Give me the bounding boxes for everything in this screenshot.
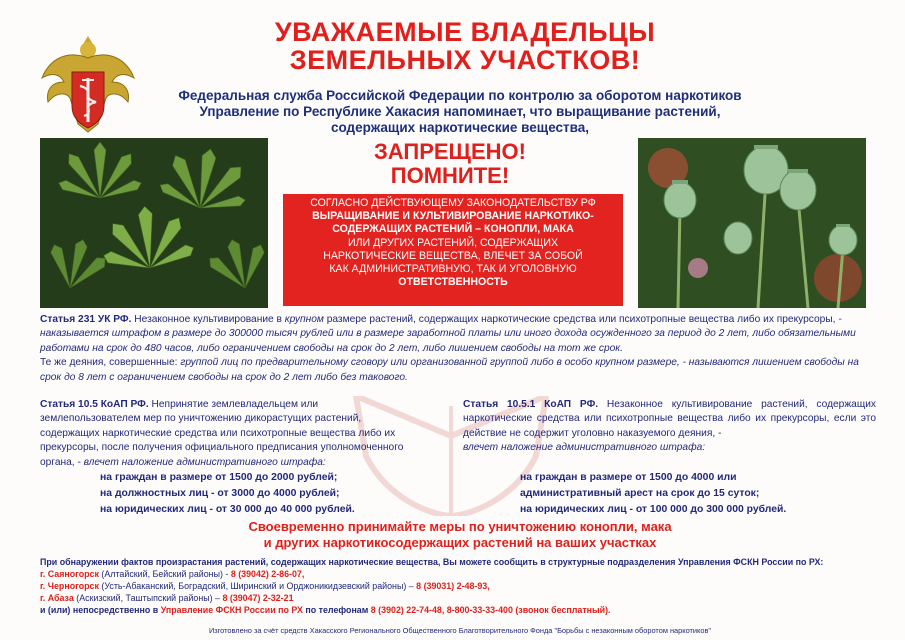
fine-officials: на должностных лиц - от 3000 до 4000 рублей; bbox=[100, 488, 340, 499]
article-231-aggravated: группой лиц по предварительному сговору или организованной группой либо в особо крупном размере, - называются лишением свободы на срок до 8 лет с ограничением свободы на срок до 2 лет либо без такового. bbox=[40, 357, 859, 383]
contacts bbox=[40, 556, 880, 616]
contacts-intro: При обнаружении фактов произрастания растений, содержащих наркотические вещества, Вы можете сообщить в структурные подразделения Управления ФСКН России по РХ: bbox=[40, 557, 824, 567]
call-line-2: и других наркотикосодержащих растений на ваших участках bbox=[263, 535, 657, 550]
area-sayanogorsk: (Алтайский, Бейский районы) - bbox=[98, 569, 231, 580]
title-line-1: УВАЖАЕМЫЕ ВЛАДЕЛЬЦЫ bbox=[274, 17, 656, 47]
article-10-5-title: Статья 10.5 КоАП РФ. bbox=[40, 399, 149, 410]
arrest-term: административный арест на срок до 15 суток; bbox=[520, 488, 760, 499]
direct-phones: 8 (3902) 22-74-48, 8-800-33-33-400 (звонок бесплатный). bbox=[370, 605, 611, 616]
redbox-line-2: ВЫРАЩИВАНИЕ И КУЛЬТИВИРОВАНИЕ НАРКОТИКО- bbox=[312, 210, 594, 223]
subtitle bbox=[130, 88, 790, 136]
article-231-text-1-italic: крупном bbox=[284, 314, 324, 325]
article-231-text-2: размере растений, содержащих наркотические средства или психотропные вещества либо их прекурсоры, bbox=[323, 314, 839, 325]
legal-warning-box bbox=[283, 194, 623, 306]
contact-direct bbox=[40, 604, 880, 616]
article-231-text-1: Незаконное культивирование в bbox=[131, 314, 285, 325]
main-title bbox=[150, 18, 780, 74]
article-10-5-text: Непринятие землевладельцем или землепользователем мер по уничтожению дикорастущих растений, содержащих наркотические средства или психотропные вещества либо их прекурсоры, после получения официального предписания уполномоченного органа, - bbox=[40, 399, 404, 468]
article-10-5-1 bbox=[463, 398, 876, 456]
redbox-line-3: СОДЕРЖАЩИХ РАСТЕНИЙ – КОНОПЛИ, МАКА bbox=[332, 223, 574, 236]
article-10-5-1-penalty: влечет наложение административного штрафа: bbox=[463, 442, 706, 454]
cannabis-photo bbox=[40, 138, 268, 308]
poppy-photo bbox=[638, 138, 866, 308]
article-10-5-fines bbox=[100, 470, 355, 518]
contact-chernogorsk bbox=[40, 580, 880, 592]
contact-sayanogorsk bbox=[40, 568, 880, 580]
article-10-5-1-fines bbox=[520, 470, 786, 518]
article-10-5-1-title: Статья 10.5.1 КоАП РФ. bbox=[463, 399, 599, 410]
fine-citizens-2: на граждан в размере от 1500 до 4000 или bbox=[520, 472, 737, 483]
article-231 bbox=[40, 313, 876, 385]
direct-prefix: и (или) непосредственно в bbox=[40, 605, 161, 616]
area-abaza: (Аскизский, Таштыпский районы) – bbox=[73, 593, 223, 604]
contact-abaza bbox=[40, 592, 880, 604]
fine-legal-entities-2: на юридических лиц - от 100 000 до 300 000 рублей. bbox=[520, 504, 787, 515]
redbox-line-4: ИЛИ ДРУГИХ РАСТЕНИЙ, СОДЕРЖАЩИХ bbox=[347, 236, 559, 249]
direct-mid: по телефонам bbox=[302, 605, 371, 616]
article-231-penalty: - наказывается штрафом в размере до 300000 тысяч рублей или в размере заработной платы или иного дохода осужденного за период до 2 лет, либо обязательными работами на срок до 480 часов, либо ограничением свободы на срок до 2 лет, либо лишением свободы на тот же срок. bbox=[40, 314, 856, 354]
phone-sayanogorsk: 8 (39042) 2-86-07, bbox=[230, 569, 305, 580]
fine-citizens: на граждан в размере от 1500 до 2000 рублей; bbox=[100, 472, 338, 483]
footer-credit: Изготовлено за счёт средств Хакасского Регионального Общественного Благотворительного Фонда "Борьбы с незаконным оборотом наркотиков" bbox=[208, 626, 712, 635]
article-231-text-4: Те же деяния, совершенные: bbox=[40, 357, 181, 369]
subtitle-line-1: Федеральная служба Российской Федерации по контролю за оборотом наркотиков bbox=[178, 88, 742, 103]
fine-legal-entities: на юридических лиц - от 30 000 до 40 000 рублей. bbox=[100, 504, 355, 515]
warning-text bbox=[290, 140, 610, 188]
redbox-line-7: ОТВЕТСТВЕННОСТЬ bbox=[398, 276, 508, 289]
article-10-5 bbox=[40, 398, 406, 470]
redbox-line-1: СОГЛАСНО ДЕЙСТВУЮЩЕМУ ЗАКОНОДАТЕЛЬСТВУ РФ bbox=[310, 197, 596, 209]
phone-chernogorsk: 8 (39031) 2-48-93, bbox=[416, 581, 490, 592]
redbox-line-6: КАК АДМИНИСТРАТИВНУЮ, ТАК И УГОЛОВНУЮ bbox=[329, 263, 577, 276]
call-line-1: Своевременно принимайте меры по уничтожению конопли, мака bbox=[248, 519, 672, 534]
warning-line-2: ПОМНИТЕ! bbox=[390, 163, 510, 188]
title-line-2: ЗЕМЕЛЬНЫХ УЧАСТКОВ! bbox=[289, 45, 641, 75]
subtitle-line-3: содержащих наркотические вещества, bbox=[330, 120, 590, 135]
article-10-5-1-text: Незаконное культивирование растений, содержащих наркотические средства или психотропные вещества либо их прекурсоры, если это действие не содержит уголовно наказуемого деяния, - bbox=[463, 399, 876, 439]
direct-org: Управление ФСКН России по РХ bbox=[160, 605, 303, 616]
fskn-emblem-icon bbox=[38, 28, 138, 138]
city-sayanogorsk: г. Саяногорск bbox=[40, 569, 99, 580]
article-10-5-penalty: влечет наложение административного штрафа: bbox=[83, 456, 326, 468]
phone-abaza: 8 (39047) 2-32-21 bbox=[222, 593, 294, 604]
city-chernogorsk: г. Черногорск bbox=[40, 581, 99, 592]
subtitle-line-2: Управление по Республике Хакасия напоминает, что выращивание растений, bbox=[199, 104, 721, 119]
article-231-title: Статья 231 УК РФ. bbox=[40, 314, 132, 325]
area-chernogorsk: (Усть-Абаканский, Боградский, Ширинский и Орджоникидзевский районы) – bbox=[98, 581, 417, 592]
call-to-action bbox=[180, 519, 740, 551]
redbox-line-5: НАРКОТИЧЕСКИЕ ВЕЩЕСТВА, ВЛЕЧЕТ ЗА СОБОЙ bbox=[323, 249, 583, 262]
city-abaza: г. Абаза bbox=[40, 593, 74, 604]
warning-line-1: ЗАПРЕЩЕНО! bbox=[374, 139, 526, 164]
